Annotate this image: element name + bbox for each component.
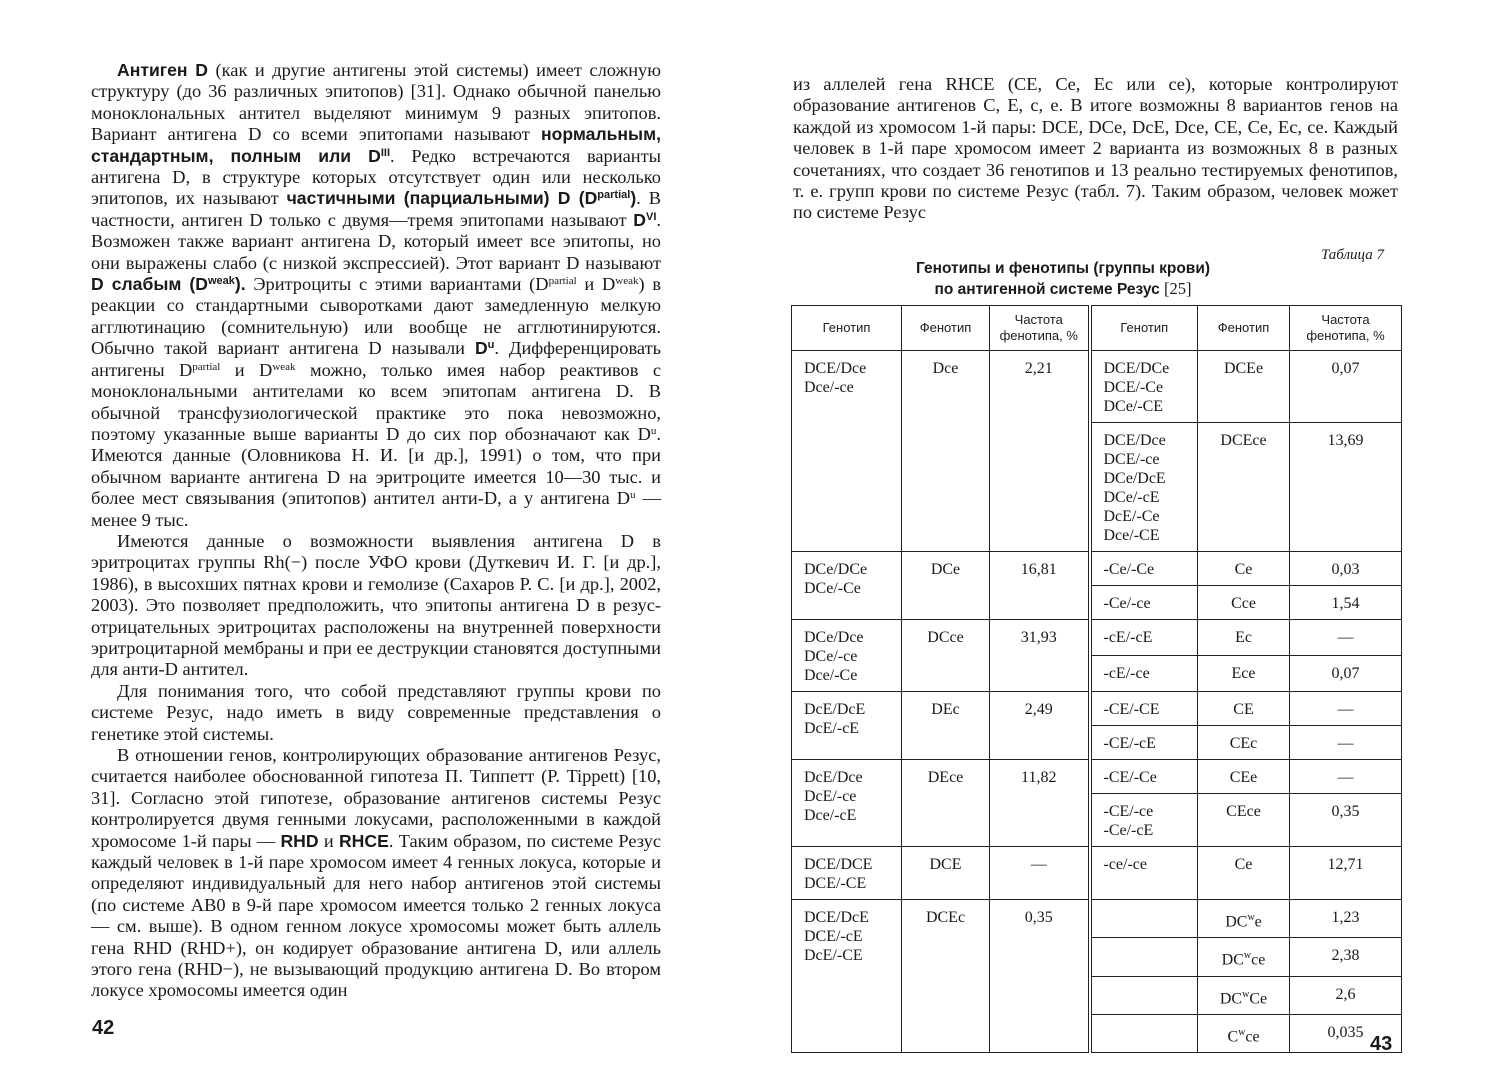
frequency-cell: 0,035: [1290, 1014, 1402, 1052]
frequency-cell: —: [1290, 692, 1402, 726]
genotype-cell: [792, 692, 902, 760]
genotype-line: DCe/DcE: [1103, 470, 1166, 487]
frequency-cell: 0,35: [990, 900, 1090, 1053]
phenotype-cell: DCEc: [902, 900, 990, 1053]
genotype-line: -ce/-ce: [1103, 856, 1148, 873]
genotype-line: -Ce/-Ce: [1103, 561, 1155, 578]
genotype-cell: [1090, 656, 1198, 692]
phenotype-cell: DCce: [902, 620, 990, 692]
table-row: [792, 900, 1402, 938]
genotype-cell: [1090, 423, 1198, 552]
phenotype-cell: $DC^wCe$: [1198, 976, 1290, 1014]
genotype-line: Dce/-Ce: [804, 667, 858, 684]
phenotype-cell: Cce: [1198, 586, 1290, 620]
genotype-line: DCE/-ce: [1103, 451, 1160, 468]
genotype-line: DcE/-CE: [804, 947, 863, 964]
phenotype-cell: Ec: [1198, 620, 1290, 656]
genotype-line: Dce/-CE: [1103, 527, 1160, 544]
genotype-line: -Ce/-cE: [1103, 822, 1154, 839]
header-genotype: Генотип: [792, 306, 902, 351]
header-genotype: Генотип: [1090, 306, 1198, 351]
genotype-line: DCe/DCe: [804, 561, 868, 578]
header-frequency: Частота фенотипа, %: [1290, 306, 1402, 351]
genotype-line: -cE/-cE: [1103, 629, 1153, 646]
frequency-cell: 0,03: [1290, 552, 1402, 586]
phenotype-cell: $DC^wce$: [1198, 938, 1290, 976]
genotype-cell: [1090, 847, 1198, 900]
frequency-cell: 31,93: [990, 620, 1090, 692]
frequency-cell: —: [1290, 760, 1402, 794]
genotype-line: DCe/-ce: [804, 648, 858, 665]
paragraph-tippett-hypothesis: В отношении генов, контролирующих образование антигенов Резус, считается наиболее обоснованной гипотеза П. Типпетт (P. Tippett) [10, 31]. Согласно этой гипотезе, образование антигенов системы Резус контролируется двумя генными локусами, расположенными в каждой хромосоме 1-й пары — RHD и RHCE. Таким образом, по системе Резус каждый человек в 1-й паре хромосом имеет 4 генных локуса, которые и определяют индивидуальный для него набор антигенов этой системы (по системе АВ0 в 9-й паре хромосом имеется только 2 генных локуса — см. выше). В одном генном локусе хромосомы может быть аллель гена RHD (RHD+), он кодирует образование антигена D, или аллель этого гена (RHD−), не вызывающий продукцию антигена D. Во втором локусе хромосомы имеется один: [91, 745, 661, 1001]
genotype-line: -cE/-ce: [1103, 665, 1150, 682]
genotype-line: DCE/DCe: [1103, 360, 1170, 377]
term-antigen-d: Антиген D: [117, 60, 209, 80]
genotype-line: DcE/-cE: [804, 720, 860, 737]
term-rhd: RHD: [280, 830, 319, 851]
genotype-line: DcE/DcE: [804, 701, 866, 718]
genotype-cell: [792, 351, 902, 552]
table-label: Таблица 7: [1321, 247, 1384, 263]
genotype-line: -CE/-CE: [1103, 701, 1160, 718]
genotype-cell: [1090, 760, 1198, 794]
genotype-cell: [1090, 692, 1198, 726]
term-weak-d: D слабым (D: [91, 274, 208, 295]
genotype-line: -CE/-ce: [1103, 803, 1154, 820]
genotype-cell: [1090, 1014, 1198, 1052]
header-phenotype: Фенотип: [902, 306, 990, 351]
phenotype-cell: DEc: [902, 692, 990, 760]
paragraph-antigen-d: Антиген D (как и другие антигены этой системы) имеет сложную структуру (до 36 различных эпитопов) [31]. Однако обычной панелью моноклональных антител выделяют минимум 9 разных эпитопов. Вариант антигена D со всеми эпитопами называют нормальным, стандартным, полным или $D^{III}$. Редко встречаются варианты антигена D, в структуре которых отсутствует один или несколько эпитопов, их называют частичными (парциальными) D $(D^{partial})$. В частности, антиген D только с двумя—тремя эпитопами называют $D^{VI}$. Возможен также вариант антигена D, который имеет все эпитопы, но они выражены слабо (с низкой экспрессией). Этот вариант D называют D слабым $(D^{weak})$. Эритроциты с этими вариантами ($D^{partial}$ и $D^{weak}$) в реакции со стандартными сыворотками дают замедленную мелкую агглютинацию (сомнительную) или вообще не агглютинируются. Обычно такой вариант антигена D называли $D^u$. Дифференцировать антигены $D^{partial}$ и $D^{weak}$ можно, только имея набор реактивов с моноклональными антителами ко всем эпитопам антигена D. В обычной трансфузиологической практике это пока невозможно, поэтому указанные выше варианты D до сих пор обозначают как $D^u$. Имеются данные (Оловникова Н. И. [и др.], 1991) о том, что при обычном варианте антигена D на эритроците имеется 10—30 тыс. и более мест связывания (эпитопов) антител анти-D, а у антигена $D^u$ — менее 9 тыс.: [91, 60, 662, 530]
genotype-line: DcE/Dce: [804, 769, 863, 786]
frequency-cell: 2,49: [990, 692, 1090, 760]
left-text-column: [91, 60, 661, 1002]
genotype-cell: [1090, 900, 1198, 938]
table-row: [792, 847, 1402, 900]
frequency-cell: 2,38: [1290, 938, 1402, 976]
frequency-cell: 13,69: [1290, 423, 1402, 552]
genotype-line: Dce/-cE: [804, 807, 857, 824]
term-rhce: RHCE: [338, 830, 389, 851]
genotype-line: -Ce/-ce: [1103, 595, 1151, 612]
page-number-right: 43: [1370, 1033, 1393, 1055]
genotype-cell: [1090, 938, 1198, 976]
genotype-cell: [792, 900, 902, 1053]
genotype-cell: [1090, 976, 1198, 1014]
term-normal-d: нормальным, стандартным, полным или D: [91, 124, 661, 166]
genotype-cell: [1090, 794, 1198, 847]
phenotype-cell: CE: [1198, 692, 1290, 726]
frequency-cell: —: [1290, 620, 1402, 656]
genotype-cell: [1090, 586, 1198, 620]
genotype-line: DCe/Dce: [804, 629, 864, 646]
genotype-line: -CE/-cE: [1103, 735, 1156, 752]
table-row: [792, 351, 1402, 423]
right-page: [743, 0, 1486, 1080]
genotype-line: DCe/-cE: [1103, 489, 1160, 506]
genotype-cell: [792, 552, 902, 620]
phenotype-sup: w: [1247, 912, 1255, 923]
frequency-cell: —: [1290, 726, 1402, 760]
genotype-line: DCE/Dce: [804, 360, 867, 377]
page-number-left: 42: [92, 1017, 115, 1039]
phenotype-cell: CEce: [1198, 794, 1290, 847]
paragraph-rhce-alleles: из аллелей гена RHCE (CE, Ce, Ec или ce), которые контролируют образование антигенов С, Е, с, е. В итоге возможны 8 вариантов генов на каждой из хромосом 1-й пары: DCE, DCe, DcE, Dce, CE, Ce, Ec, ce. Каждый человек в 1-й паре хромосом имеет 2 варианта из возможных 8 в разных сочетаниях, что создает 36 генотипов и 13 реально тестируемых фенотипов, т. е. групп крови по системе Резус (табл. 7). Таким образом, человек может по системе Резус: [793, 74, 1398, 223]
phenotype-cell: DCEce: [1198, 423, 1290, 552]
frequency-cell: 1,23: [1290, 900, 1402, 938]
table-row: [792, 552, 1402, 586]
phenotype-cell: $C^wce$: [1198, 1014, 1290, 1052]
genotype-line: DCE/Dce: [1103, 432, 1166, 449]
genotype-cell: [1090, 552, 1198, 586]
phenotype-cell: Dce: [902, 351, 990, 552]
frequency-cell: 12,71: [1290, 847, 1402, 900]
genotype-line: Dce/-ce: [804, 379, 854, 396]
genotype-line: DCe/-CE: [1103, 398, 1164, 415]
genotype-line: DCE/-cE: [804, 928, 863, 945]
table-row: [792, 692, 1402, 726]
table-row: [792, 620, 1402, 656]
frequency-cell: 0,07: [1290, 351, 1402, 423]
genotype-cell: [792, 847, 902, 900]
genotype-cell: [1090, 620, 1198, 656]
frequency-cell: 0,07: [1290, 656, 1402, 692]
header-phenotype: Фенотип: [1198, 306, 1290, 351]
genotype-cell: [1090, 351, 1198, 423]
phenotype-cell: DCE: [902, 847, 990, 900]
frequency-cell: 16,81: [990, 552, 1090, 620]
header-frequency: Частота фенотипа, %: [990, 306, 1090, 351]
genotype-cell: [792, 760, 902, 847]
genotype-line: DCE/DCE: [804, 856, 873, 873]
paragraph-genetics-intro: Для понимания того, что собой представляют группы крови по системе Резус, надо иметь в виду современные представления о генетике этой системы.: [91, 680, 661, 744]
phenotype-cell: Ece: [1198, 656, 1290, 692]
frequency-cell: 1,54: [1290, 586, 1402, 620]
paragraph-uv-detection: Имеются данные о возможности выявления антигена D в эритроцитах группы Rh(−) после УФО крови (Дуткевич И. Г. [и др.], 1986), в высохших пятнах крови и гемолизе (Сахаров Р. С. [и др.], 2002, 2003). Это позволяет предположить, что эпитопы антигена D в резус-отрицательных эритроцитах расположены на внутренней поверхности эритроцитарной мембраны и при ее деструкции становятся доступными для анти-D антител.: [91, 530, 661, 680]
table-header-row: [792, 306, 1402, 351]
table-row: [792, 760, 1402, 794]
genotype-line: DCe/-Ce: [804, 580, 861, 597]
genotype-line: DCE/-CE: [804, 875, 867, 892]
frequency-cell: 2,21: [990, 351, 1090, 552]
term-partial-d: частичными (парциальными) D (D: [286, 188, 598, 209]
frequency-cell: 2,6: [1290, 976, 1402, 1014]
genotype-line: DCE/DcE: [804, 909, 869, 926]
frequency-cell: —: [990, 847, 1090, 900]
table-title: Генотипы и фенотипы (группы крови) по антигенной системе Резус [25]: [915, 260, 1211, 298]
genotype-line: DcE/-ce: [804, 788, 857, 805]
phenotype-cell: DCe: [902, 552, 990, 620]
genotype-cell: [1090, 726, 1198, 760]
genotype-cell: [792, 620, 902, 692]
right-text-column: [793, 74, 1398, 224]
genotype-line: DCE/-Ce: [1103, 379, 1164, 396]
frequency-cell: 11,82: [990, 760, 1090, 847]
phenotype-table: [791, 305, 1401, 1053]
phenotype-cell: CEe: [1198, 760, 1290, 794]
genotype-line: -CE/-Ce: [1103, 769, 1157, 786]
phenotype-cell: DEce: [902, 760, 990, 847]
phenotype-cell: $DC^we$: [1198, 900, 1290, 938]
genotype-line: DcE/-Ce: [1103, 508, 1160, 525]
phenotype-cell: CEc: [1198, 726, 1290, 760]
phenotype-cell: DCEe: [1198, 351, 1290, 423]
phenotype-sup: w: [1243, 950, 1252, 962]
phenotype-cell: Ce: [1198, 847, 1290, 900]
frequency-cell: 0,35: [1290, 794, 1402, 847]
phenotype-sup: w: [1238, 1026, 1246, 1038]
phenotype-cell: Ce: [1198, 552, 1290, 586]
phenotype-sup: w: [1242, 988, 1250, 1000]
